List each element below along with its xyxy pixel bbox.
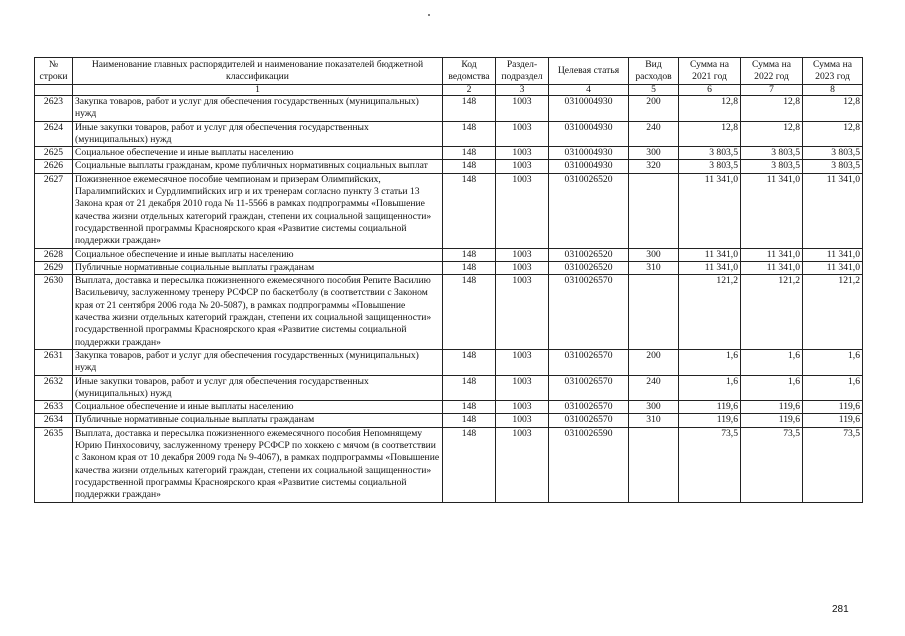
row-name: Иные закупки товаров, работ и услуг для обеспечения государственных (муниципальных) нужд [73,375,443,401]
row-target-article: 0310004930 [549,121,629,147]
row-number: 2624 [35,121,73,147]
row-sum-2023: 73,5 [803,427,863,502]
column-number: 2 [443,85,496,96]
row-dept-code: 148 [443,275,496,350]
row-expense-type: 300 [629,147,679,160]
column-number: 7 [741,85,803,96]
header-target-article: Целевая статья [549,58,629,85]
row-section: 1003 [496,275,549,350]
row-sum-2023: 3 803,5 [803,160,863,173]
row-sum-2021: 3 803,5 [679,147,741,160]
row-expense-type: 240 [629,375,679,401]
row-sum-2022: 11 341,0 [741,173,803,248]
row-sum-2022: 121,2 [741,275,803,350]
row-dept-code: 148 [443,349,496,375]
row-sum-2022: 3 803,5 [741,160,803,173]
row-target-article: 0310026570 [549,375,629,401]
row-expense-type [629,275,679,350]
column-number: 8 [803,85,863,96]
row-dept-code: 148 [443,401,496,414]
row-sum-2022: 3 803,5 [741,147,803,160]
row-section: 1003 [496,349,549,375]
row-section: 1003 [496,147,549,160]
row-target-article: 0310026570 [549,401,629,414]
table-row [35,121,863,147]
row-target-article: 0310026520 [549,261,629,274]
row-number: 2625 [35,147,73,160]
column-number: 5 [629,85,679,96]
row-sum-2022: 1,6 [741,349,803,375]
row-sum-2021: 11 341,0 [679,173,741,248]
row-sum-2021: 11 341,0 [679,261,741,274]
row-sum-2023: 119,6 [803,414,863,427]
row-number: 2628 [35,248,73,261]
row-sum-2022: 1,6 [741,375,803,401]
budget-table [34,57,863,503]
header-dept-code: Код ведомства [443,58,496,85]
row-sum-2023: 11 341,0 [803,173,863,248]
row-number: 2626 [35,160,73,173]
row-expense-type: 240 [629,121,679,147]
row-name: Публичные нормативные социальные выплаты гражданам [73,261,443,274]
header-sum-2021: Сумма на 2021 год [679,58,741,85]
row-dept-code: 148 [443,160,496,173]
row-name: Иные закупки товаров, работ и услуг для обеспечения государственных (муниципальных) нужд [73,121,443,147]
header-name: Наименование главных распорядителей и наименование показателей бюджетной классификации [73,58,443,85]
row-dept-code: 148 [443,427,496,502]
row-number: 2635 [35,427,73,502]
table-row [35,427,863,502]
header-row [35,58,863,85]
row-number: 2634 [35,414,73,427]
row-sum-2021: 3 803,5 [679,160,741,173]
row-name: Пожизненное ежемесячное пособие чемпионам и призерам Олимпийских, Паралимпийских и Сурдлимпийских игр и их тренерам согласно пункту 3 статьи 13 Закона края от 21 декабря 2010 года № 11-5566 в рамках подпрограммы «Повышение качества жизни отдельных категорий граждан, степени их социальной защищенности» государственной программы Красноярского края «Развитие системы социальной поддержки граждан» [73,173,443,248]
row-sum-2022: 11 341,0 [741,248,803,261]
header-sum-2023: Сумма на 2023 год [803,58,863,85]
table-row [35,349,863,375]
table-row [35,414,863,427]
row-section: 1003 [496,248,549,261]
row-name: Социальное обеспечение и иные выплаты населению [73,401,443,414]
column-number: 4 [549,85,629,96]
column-number: 3 [496,85,549,96]
table-body [35,96,863,503]
row-sum-2023: 1,6 [803,375,863,401]
row-target-article: 0310026520 [549,173,629,248]
row-sum-2023: 121,2 [803,275,863,350]
row-sum-2021: 12,8 [679,96,741,122]
row-sum-2023: 119,6 [803,401,863,414]
row-dept-code: 148 [443,173,496,248]
row-section: 1003 [496,173,549,248]
row-number: 2623 [35,96,73,122]
page-number: 281 [832,604,849,615]
row-dept-code: 148 [443,414,496,427]
header-expense-type: Вид расходов [629,58,679,85]
header-section: Раздел-подраздел [496,58,549,85]
row-number: 2633 [35,401,73,414]
row-number: 2632 [35,375,73,401]
row-sum-2023: 3 803,5 [803,147,863,160]
row-name: Закупка товаров, работ и услуг для обеспечения государственных (муниципальных) нужд [73,349,443,375]
header-row-number: № строки [35,58,73,85]
row-section: 1003 [496,121,549,147]
row-sum-2021: 119,6 [679,414,741,427]
row-expense-type: 310 [629,414,679,427]
row-target-article: 0310026570 [549,275,629,350]
row-expense-type: 320 [629,160,679,173]
row-target-article: 0310004930 [549,96,629,122]
row-sum-2023: 11 341,0 [803,248,863,261]
row-dept-code: 148 [443,248,496,261]
row-name: Выплата, доставка и пересылка пожизненного ежемесячного пособия Непомнящему Юрию Пинхосовичу, заслуженному тренеру РСФСР по хоккею с мячом (в соответствии с Законом края от 10 декабря 2009 года № 9-4067), в рамках подпрограммы «Повышение качества жизни отдельных категорий граждан, степени их социальной защищенности» государственной программы Красноярского края «Развитие системы социальной поддержки граждан» [73,427,443,502]
column-number: 6 [679,85,741,96]
table-row [35,160,863,173]
row-name: Социальное обеспечение и иные выплаты населению [73,147,443,160]
row-sum-2021: 1,6 [679,375,741,401]
row-expense-type: 300 [629,401,679,414]
row-sum-2022: 12,8 [741,121,803,147]
row-dept-code: 148 [443,375,496,401]
row-sum-2022: 119,6 [741,401,803,414]
column-number-row [35,85,863,96]
row-sum-2022: 12,8 [741,96,803,122]
table-row [35,248,863,261]
table-row [35,401,863,414]
row-sum-2021: 121,2 [679,275,741,350]
row-number: 2627 [35,173,73,248]
row-dept-code: 148 [443,261,496,274]
row-name: Выплата, доставка и пересылка пожизненного ежемесячного пособия Репите Василию Васильевичу, заслуженному тренеру РСФСР по баскетболу (в соответствии с Законом края от 21 сентября 2006 года № 20-5087), в рамках подпрограммы «Повышение качества жизни отдельных категорий граждан, степени их социальной защищенности» государственной программы Красноярского края «Развитие системы социальной поддержки граждан» [73,275,443,350]
row-section: 1003 [496,261,549,274]
row-section: 1003 [496,96,549,122]
row-sum-2021: 73,5 [679,427,741,502]
row-target-article: 0310026590 [549,427,629,502]
row-target-article: 0310026520 [549,248,629,261]
row-section: 1003 [496,427,549,502]
row-sum-2022: 11 341,0 [741,261,803,274]
row-number: 2630 [35,275,73,350]
table-row [35,375,863,401]
scan-speck [428,14,430,16]
row-number: 2629 [35,261,73,274]
row-expense-type: 300 [629,248,679,261]
row-target-article: 0310026570 [549,349,629,375]
row-expense-type: 200 [629,96,679,122]
row-sum-2022: 73,5 [741,427,803,502]
row-expense-type [629,173,679,248]
row-sum-2022: 119,6 [741,414,803,427]
row-section: 1003 [496,160,549,173]
table-row [35,275,863,350]
row-sum-2023: 1,6 [803,349,863,375]
row-sum-2021: 12,8 [679,121,741,147]
column-number [35,85,73,96]
row-section: 1003 [496,414,549,427]
row-sum-2021: 1,6 [679,349,741,375]
row-target-article: 0310004930 [549,160,629,173]
row-name: Закупка товаров, работ и услуг для обеспечения государственных (муниципальных) нужд [73,96,443,122]
table-row [35,147,863,160]
table-row [35,261,863,274]
row-dept-code: 148 [443,96,496,122]
row-expense-type [629,427,679,502]
row-sum-2023: 12,8 [803,121,863,147]
row-name: Социальное обеспечение и иные выплаты населению [73,248,443,261]
row-dept-code: 148 [443,121,496,147]
row-target-article: 0310004930 [549,147,629,160]
row-sum-2023: 11 341,0 [803,261,863,274]
row-sum-2023: 12,8 [803,96,863,122]
row-section: 1003 [496,401,549,414]
row-number: 2631 [35,349,73,375]
row-dept-code: 148 [443,147,496,160]
table-row [35,173,863,248]
row-name: Публичные нормативные социальные выплаты гражданам [73,414,443,427]
row-expense-type: 310 [629,261,679,274]
column-number: 1 [73,85,443,96]
row-expense-type: 200 [629,349,679,375]
header-sum-2022: Сумма на 2022 год [741,58,803,85]
row-name: Социальные выплаты гражданам, кроме публичных нормативных социальных выплат [73,160,443,173]
row-section: 1003 [496,375,549,401]
table-row [35,96,863,122]
row-sum-2021: 119,6 [679,401,741,414]
row-target-article: 0310026570 [549,414,629,427]
row-sum-2021: 11 341,0 [679,248,741,261]
